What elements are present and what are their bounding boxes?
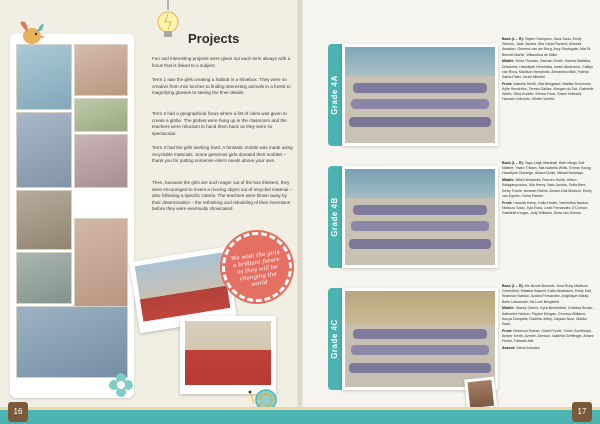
row-names: Rebecca Hobart, Olivia Fourie, Chloe Gunthrope, Amber Smith, Azmee Johnson, Isabella Greffinger, Amani Fisher, Fatimah Alie	[502, 328, 594, 344]
collage-photo	[74, 134, 128, 188]
grade-label: Grade 4C	[330, 319, 339, 359]
names-list-4c	[502, 284, 594, 353]
class-photo-4a	[342, 44, 498, 146]
collage-photo	[16, 190, 72, 250]
grade-label: Grade 4B	[330, 197, 339, 237]
row-names: Ms Nicola Bennett, Jena Ruby Madison Greenfield, Malaika Kassell, Katie Abrahams, Emily Kail, Shannon Naidoo, Azalea Fernandez, Angelique Malak, Belle Labuschet, Ms Lizel Bergsfeld	[502, 284, 592, 304]
lightbulb-icon	[154, 0, 182, 46]
collage-photo	[74, 44, 128, 96]
row-heading: Back (L – R):	[502, 284, 524, 288]
row-names: Isabella Smith, Mia Nimgaard, Mallika Solomons, Kylie Hendricks, Teresa Gallies, Morgan du Toit, Gabrielle Webb, Silva Kodder, Emma Frost, Grace Hofmeld, Hannah Leibovitz, Winter Verfeld	[502, 81, 594, 102]
grade-label: Grade 4A	[330, 75, 339, 115]
flower-icon	[108, 372, 134, 398]
bird-icon	[16, 18, 48, 48]
names-list-4b	[502, 161, 594, 218]
row-heading: Front:	[502, 81, 513, 86]
row-names: Hannah Kemp, Kaila Heath, Yashmitha Naidoo, Ntokozo Sadu, Tyla Ross, Leah Fernandez-O'Connor, Gabriella Kruger, Jody Williams, Kiela van Schoor	[502, 200, 589, 216]
row-names: Tayten Sampson, Sara Sadu, Emily Simons, Jade Jacobs, Mia Carla Puzzled, Antonia Amadeu, Gemma van der Berg, Amy Southgate, Mia St Bennet Martin, Willandina de Miller	[502, 37, 591, 57]
row-heading: Absent:	[502, 346, 516, 351]
row-names: Keira Thomas, Hannah Smith, Sienna Mattisha Desomba, Hawdiyah Hendricks, Imani Abrahams, Caitlyn van Rooy, Madison Hendricks, Alexandra Mills, Fatima Zahra Patel, Jorah Mitchell	[502, 59, 594, 80]
grade-tab	[328, 166, 342, 268]
row-heading: Back (L – R):	[502, 37, 524, 41]
collage-photo	[74, 218, 128, 320]
names-list-4a	[502, 37, 594, 104]
page-number-right: 17	[572, 402, 592, 422]
row-heading: Middle:	[502, 59, 515, 64]
grade-tab	[328, 288, 342, 390]
collage-photo	[16, 252, 72, 304]
class-photo-4b	[342, 166, 498, 268]
page-gutter	[297, 0, 303, 424]
collage-photo	[16, 306, 128, 378]
collage-photo	[16, 112, 72, 188]
term1-paragraph: Term 1 saw the girls creating a habitat in a shoebox. They were so creative from mini torches to finding interesting animals in a forest to magnifying glasses to seeing the finer details.	[152, 77, 291, 96]
intro-paragraph: Fun and interesting projects were given out each term always with a focus that is linked to a subject.	[152, 56, 291, 68]
collage-photo	[74, 98, 128, 132]
page-title: Projects	[188, 31, 240, 46]
page-number-left: 16	[8, 402, 28, 422]
row-heading: Back (L – R):	[502, 161, 524, 165]
row-heading: Front:	[502, 328, 513, 333]
footer-band	[0, 410, 600, 424]
row-names: Nikki Hendricks, Rueven Smith, Alison Kalagaropoulos, Mia Henry, Nala Jacobs, Sofia Bent, Emily Fourie, Amarah Rahim, Amani-Gail Moduck, Emily van Dyeren, Noha Painter	[502, 178, 592, 198]
invention-paragraph: Then, because the girls are such eager out of the box thinkers, they were encouraged to invent a moving object out of recycled material – also following a specific criteria. The teachers were blown away by their determination – the rethinking and rebuilding of their inventions before they were eventually showcased.	[152, 180, 293, 212]
row-names: Taya-Leigh Marshall, Beth Mingo Zoë Ndlebe, Yaaro Tribam, Mia Isabella Willis, Emma Young, Hawdiyah Cloetege, Ariana Dollis, Mikaal Nokwayo	[502, 161, 592, 176]
collage-photo	[16, 44, 72, 110]
motto-badge: We wish the girls a brilliant future as they will be changing the world	[217, 227, 296, 306]
term3-paragraph: Term 3 had the girls working hard. A fantastic mobile was made using recyclable materials. Some generous girls donated their mobiles – thank you for putting someone else's needs above your own.	[152, 145, 293, 164]
term2-paragraph: Term 2 had a geographical focus where a list of cities was given to create a globe. The globes were hung up in the classroom and the teachers were reluctant to hand them back as they were so spectacular.	[152, 111, 287, 136]
row-names: Siena Amodeo	[516, 346, 540, 351]
row-heading: Middle:	[502, 178, 515, 183]
row-heading: Middle:	[502, 306, 515, 311]
grade-tab	[328, 44, 342, 146]
row-names: Stacey Oberle, Kyra Benterfield, Chelsea Brown, Katherine Nelson, Payton Morgan, Gemma Williams, Asnya Dumpela, Radhita Jolley, Zayaan Noor, Malika Sadu	[502, 306, 594, 327]
class-photo-4c	[342, 288, 498, 390]
row-heading: Front:	[502, 200, 513, 205]
